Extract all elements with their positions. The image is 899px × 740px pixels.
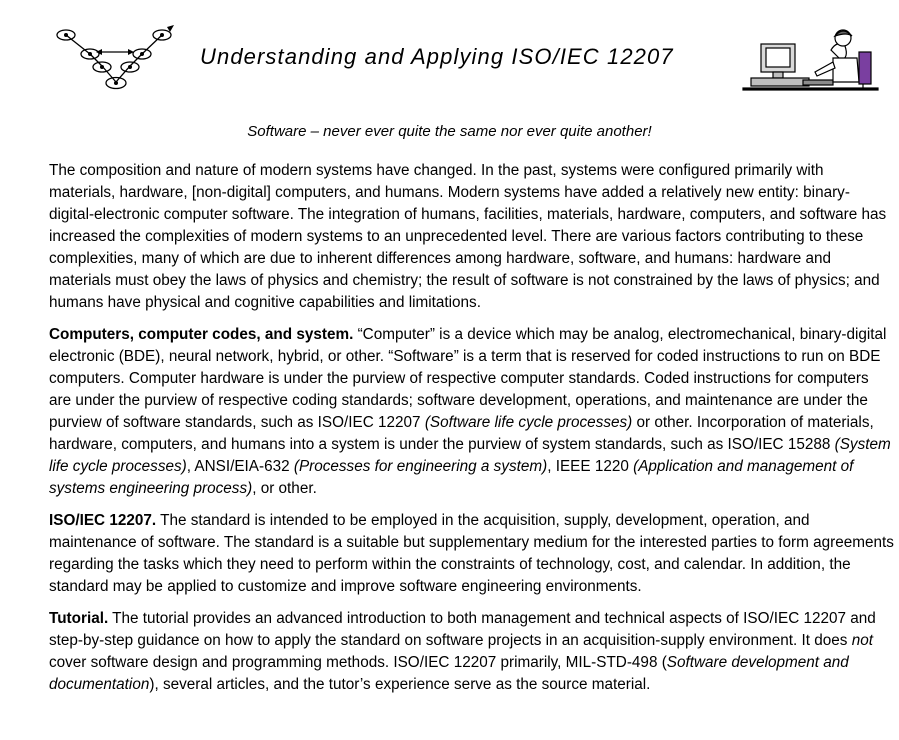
- tutorial-text-1: The tutorial provides an advanced introduction to both management and technical aspects of ISO/IEC 12207 and step-by-step guidance on how to apply the standard on software projects in an acquisition-supply environment. It does: [49, 610, 876, 649]
- computers-italic-1: (Software life cycle processes): [424, 414, 633, 431]
- page-header: [0, 0, 899, 100]
- computers-text-3: , ANSI/EIA-632: [186, 458, 294, 475]
- tutorial-heading: Tutorial.: [49, 610, 109, 627]
- computers-text-5: , or other.: [252, 480, 317, 497]
- document-title: Understanding and Applying ISO/IEC 12207: [200, 44, 674, 69]
- computers-text-2: or other. Incorporation of materials, hardware, computers, and humans into a system is under the purview of system standards, such as ISO/IEC 15288: [49, 414, 874, 453]
- intro-paragraph: The composition and nature of modern systems have changed. In the past, systems were configured primarily with materials, hardware, [non-digital] computers, and humans. Modern systems have added a relatively new entity: binary-digital-electronic computer software. The integration of humans, facilities, materials, hardware, computers, and software has increased the complexities of modern systems to an unprecedented level. There are various factors contributing to these complexities, many of which are due to inherent differences among hardware, software, and humans: hardware and materials must obey the laws of physics and chemistry; the result of software is not constrained by the laws of physics; and humans have physical and cognitive capabilities and limitations.: [49, 162, 887, 311]
- computers-text-1: “Computer” is a device which may be analog, electromechanical, binary-digital electronic (BDE), neural network, hybrid, or other. “Software” is a term that is reserved for coded instructions to run on BDE computers. Computer hardware is under the purview of respective computer standards. Coded instructions for computers are under the purview of respective coding standards; software development, operations, and maintenance are under the purview of software standards, such as ISO/IEC 12207: [49, 326, 887, 431]
- computers-italic-3: (Processes for engineering a system): [293, 458, 548, 475]
- tutorial-text-2: cover software design and programming methods. ISO/IEC 12207 primarily, MIL-STD-498 (: [49, 654, 667, 671]
- computers-italic-2: (System life cycle processes): [49, 436, 891, 475]
- computers-italic-4: (Application and management of systems engineering process): [49, 458, 854, 497]
- tutorial-paragraph: [49, 608, 894, 696]
- computers-heading: Computers, computer codes, and system.: [49, 326, 354, 343]
- iso-text: The standard is intended to be employed in the acquisition, supply, development, operation, and maintenance of software. The standard is a suitable but supplementary medium for the interested parties to form agreements regarding the tasks which they need to perform within the constraints of technology, cost, and calendar. In addition, the standard may be applied to customize and improve software engineering environments.: [49, 512, 894, 595]
- iso-heading: ISO/IEC 12207.: [49, 512, 157, 529]
- tutorial-italic-2: Software development and documentation: [49, 654, 849, 693]
- tutorial-italic-1: not: [851, 632, 873, 649]
- iso-paragraph: [49, 510, 894, 598]
- computers-text-4: , IEEE 1220: [547, 458, 634, 475]
- tagline: Software – never ever quite the same nor ever quite another!: [247, 123, 652, 140]
- document-body: [49, 160, 894, 706]
- network-tree-icon: [52, 22, 184, 92]
- tutorial-text-3: ), several articles, and the tutor’s experience serve as the source material.: [149, 676, 651, 693]
- person-at-computer-icon: [733, 22, 883, 92]
- computers-paragraph: [49, 324, 894, 500]
